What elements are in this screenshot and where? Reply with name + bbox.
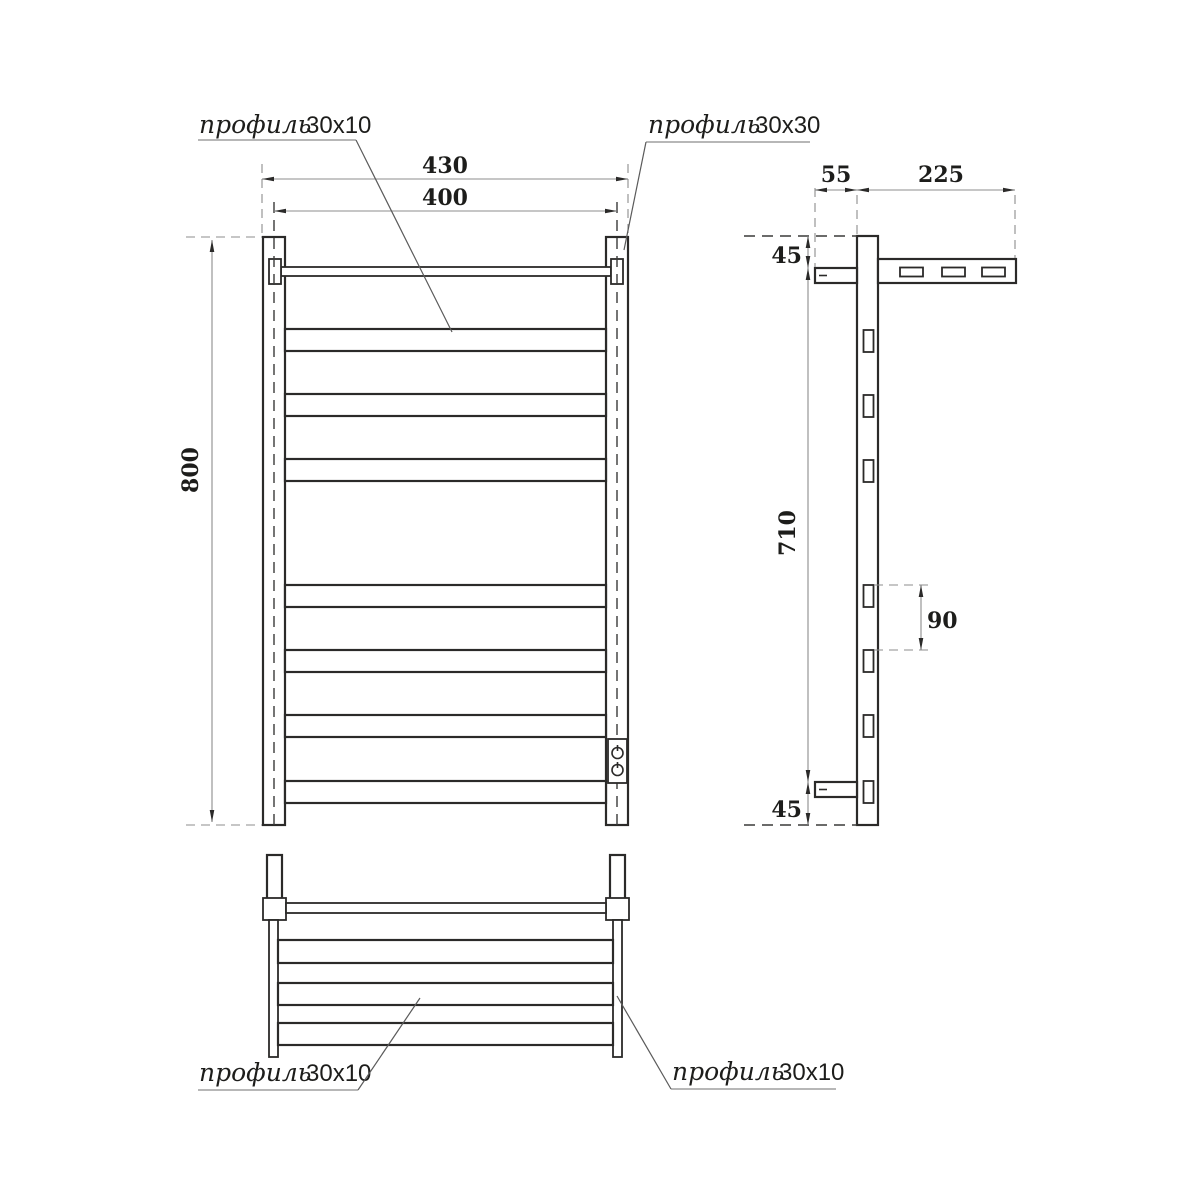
rung-section [864,460,874,482]
dim-top-offset [771,236,808,269]
leader-line [617,996,671,1089]
label-word: профиль [199,110,312,139]
shelf-bar-section [900,268,923,277]
dim-value-400: 400 [422,185,468,211]
dim-height [178,237,262,825]
top-rail-block-left [263,898,286,920]
rung-section [864,715,874,737]
label-size: 30x10 [306,1060,372,1087]
dim-bottom-offset [771,782,808,825]
label-size: 30x10 [779,1059,845,1086]
rung-section [864,395,874,417]
dim-value-430: 430 [422,153,468,179]
label-profile-arm [617,996,844,1089]
rung [285,394,606,416]
dim-bracket-span [775,268,808,782]
rung [285,715,606,737]
label-word: профиль [648,110,761,139]
label-word: профиль [672,1057,785,1086]
shelf-arm-right [613,920,622,1057]
dim-value-45-bottom: 45 [771,797,802,823]
leader-line [624,142,646,250]
dim-value-55: 55 [820,162,852,188]
shelf-arm-left [269,920,278,1057]
rung [285,329,606,351]
top-post-left [267,855,282,899]
front-view [178,110,820,825]
label-size: 30x30 [755,112,821,139]
side-view [744,162,1016,825]
rung-section [864,330,874,352]
rung [285,459,606,481]
dim-wall-offset [815,162,857,234]
dim-rung-spacing [874,585,958,650]
top-post-right [610,855,625,899]
top-hanger-bar [286,903,606,913]
rung-section [864,781,874,803]
label-profile-rail [624,110,820,250]
shelf-bar [278,940,613,963]
shelf-arm [878,259,1016,283]
dim-value-710: 710 [775,510,801,556]
wall-bracket-bottom [815,782,857,797]
label-size: 30x10 [306,112,372,139]
shelf-bar [278,1023,613,1045]
shelf-bar-section [942,268,965,277]
rung [285,585,606,607]
rung [285,781,606,803]
wall-bracket-top [815,268,857,283]
dim-value-45-top: 45 [771,243,802,269]
dim-value-90: 90 [927,608,958,634]
shelf-bar-section [982,268,1005,277]
top-view [198,855,844,1090]
rung-section [864,650,874,672]
control-box [608,739,627,783]
front-hanger-bar [281,267,611,276]
label-profile-rungs [198,110,452,332]
dim-shelf-depth [857,162,1015,258]
rung-section [864,585,874,607]
top-rail-block-right [606,898,629,920]
dim-center-width [274,185,617,211]
label-word: профиль [199,1058,312,1087]
dim-value-225: 225 [918,162,964,188]
shelf-bar [278,983,613,1005]
rung [285,650,606,672]
dim-value-800: 800 [178,447,204,493]
front-hanger-cap-left [269,259,281,284]
